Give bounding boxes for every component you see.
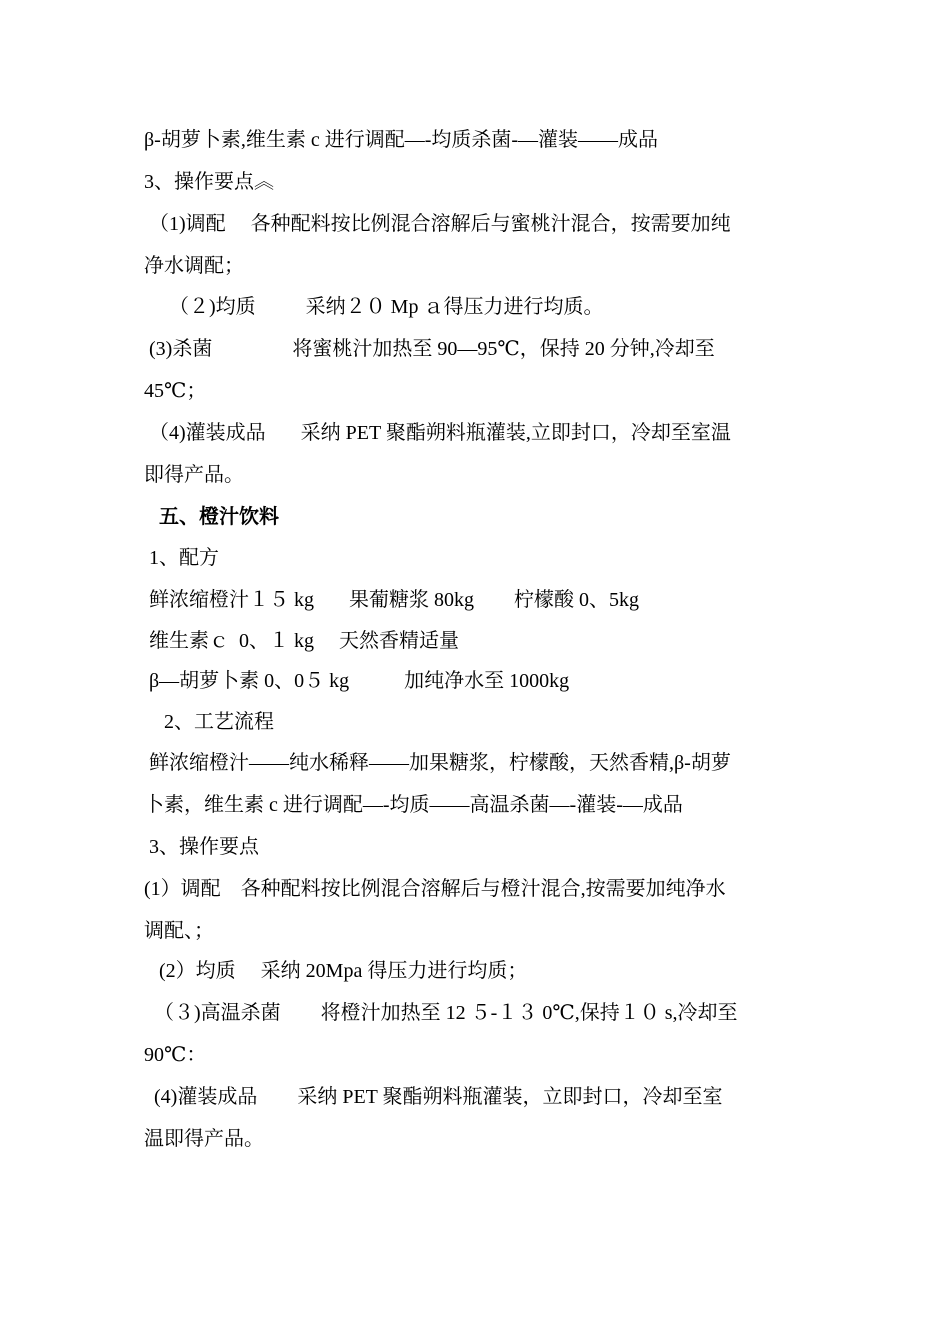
text-line: 90℃： — [144, 1044, 207, 1066]
section-heading: 2、工艺流程 — [144, 711, 274, 733]
text-line: 维生素ｃ 0、１ kg 天然香精适量 — [144, 630, 459, 652]
text-line: 即得产品。 — [144, 464, 244, 486]
text-line: 温即得产品。 — [144, 1128, 264, 1150]
section-heading: 3、操作要点︽ — [144, 171, 274, 193]
text-line: （4)灌装成品 采纳 PET 聚酯朔料瓶灌装,立即封口，冷却至室温 — [144, 422, 731, 444]
text-line: 鲜浓缩橙汁１５ kg 果葡糖浆 80kg 柠檬酸 0、5kg — [144, 589, 639, 611]
text-line: (4)灌装成品 采纳 PET 聚酯朔料瓶灌装，立即封口，冷却至室 — [144, 1086, 723, 1108]
text-line: (3)杀菌 将蜜桃汁加热至 90—95℃，保持 20 分钟,冷却至 — [144, 338, 715, 360]
text-line: (1）调配 各种配料按比例混合溶解后与橙汁混合,按需要加纯净水 — [144, 878, 726, 900]
section-heading: 3、操作要点 — [144, 836, 259, 858]
text-line: 卜素，维生素 c 进行调配—-均质——高温杀菌—-灌装-—成品 — [144, 794, 683, 816]
text-line: 45℃； — [144, 380, 207, 402]
text-line: （３)高温杀菌 将橙汁加热至 12 ５-１３ 0℃,保持１０ s,冷却至 — [144, 1002, 738, 1024]
section-heading: 1、配方 — [144, 547, 219, 569]
text-line: 净水调配； — [144, 255, 244, 277]
text-line: (2）均质 采纳 20Mpa 得压力进行均质； — [144, 960, 528, 982]
text-line: 鲜浓缩橙汁——纯水稀释——加果糖浆，柠檬酸，天然香精,β-胡萝 — [144, 752, 731, 774]
text-line: β-胡萝卜素,维生素 c 进行调配—-均质杀菌-—灌装——成品 — [144, 129, 659, 151]
text-line: （1)调配 各种配料按比例混合溶解后与蜜桃汁混合，按需要加纯 — [144, 213, 731, 235]
text-line: （２)均质 采纳２０ Mp ａ得压力进行均质。 — [144, 296, 604, 318]
text-line: β—胡萝卜素 0、0５ kg 加纯净水至 1000kg — [144, 670, 570, 692]
text-line: 调配、； — [144, 920, 214, 942]
chapter-heading: 五、橙汁饮料 — [144, 506, 279, 528]
